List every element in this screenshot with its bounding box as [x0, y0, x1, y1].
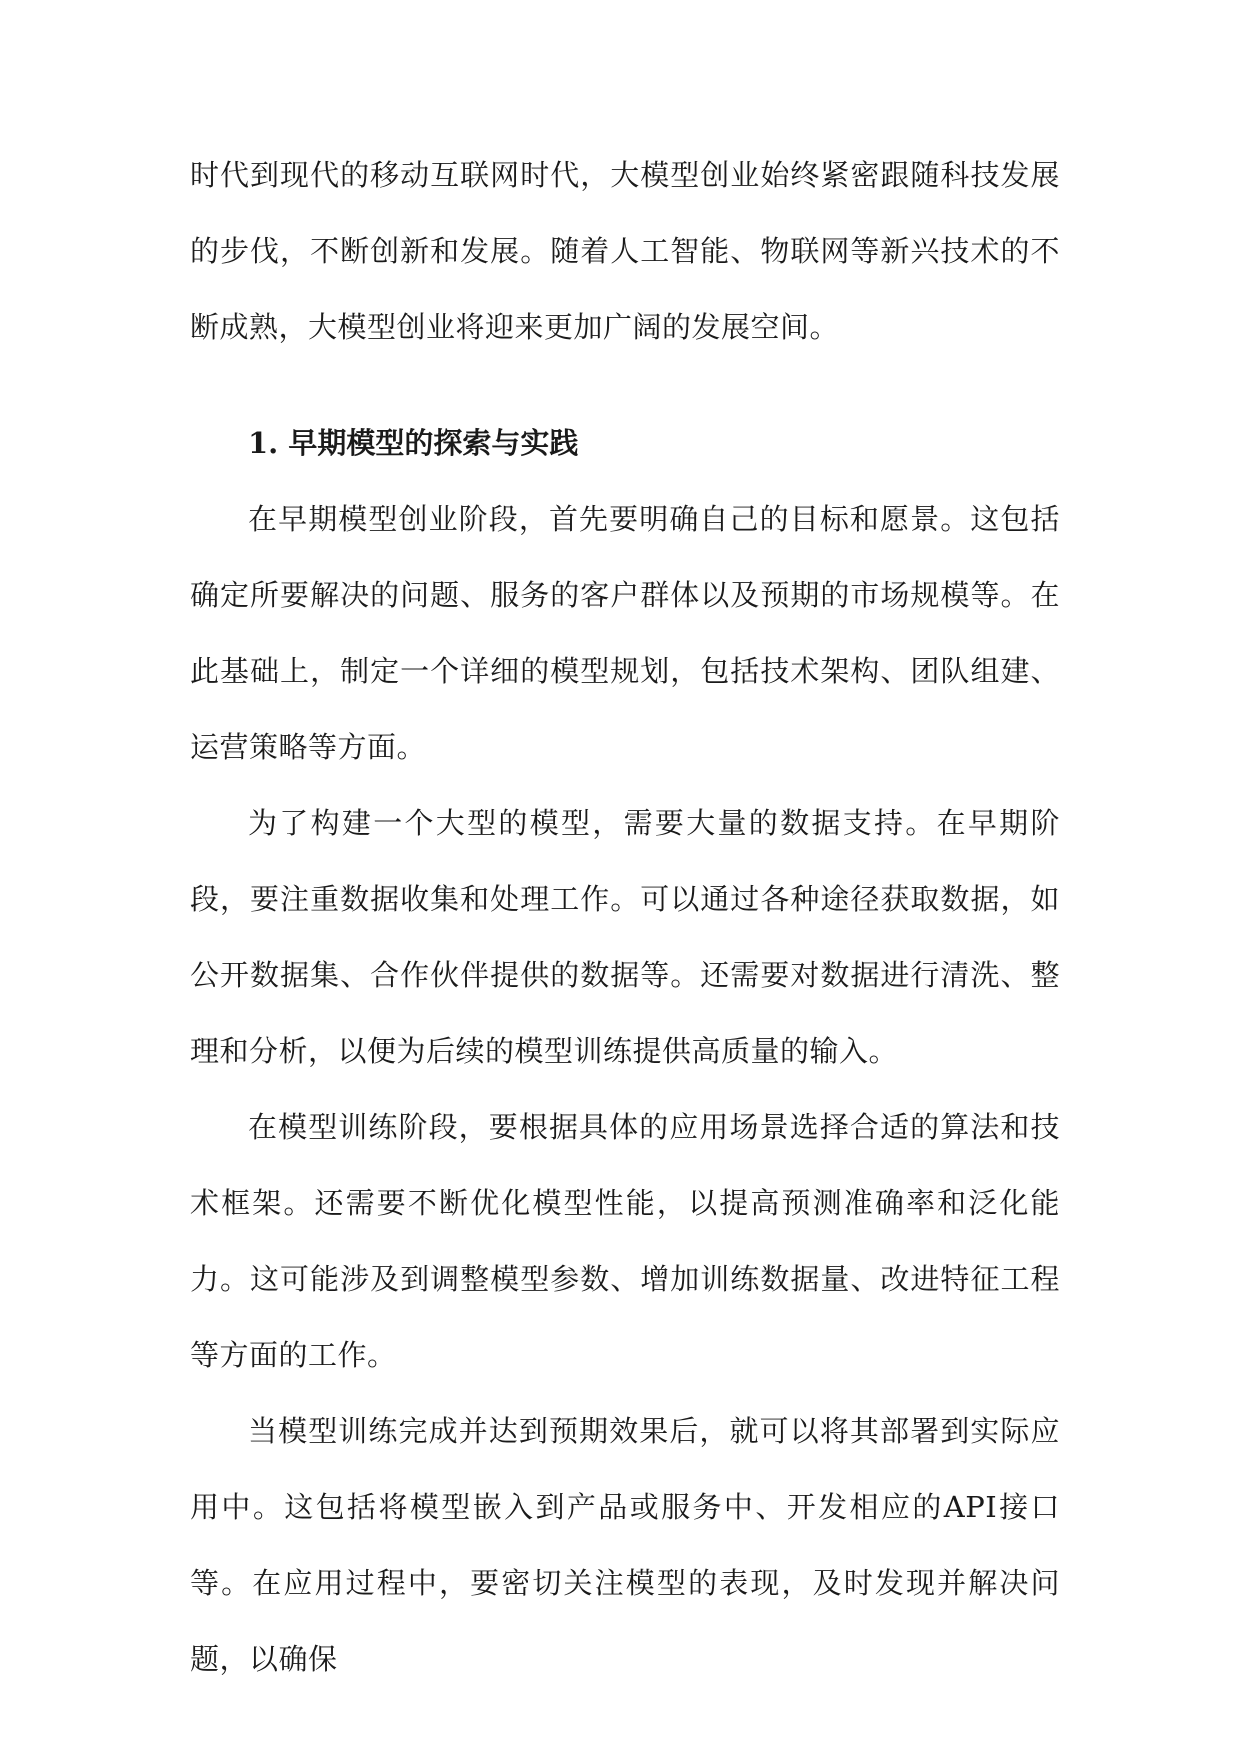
body-paragraph: 在模型训练阶段，要根据具体的应用场景选择合适的算法和技术框架。还需要不断优化模型性能，以提高预测准确率和泛化能力。这可能涉及到调整模型参数、增加训练数据量、改进特征工程等方面的工作。	[190, 1110, 1060, 1372]
spacer	[190, 365, 1060, 405]
section-heading: 1. 早期模型的探索与实践	[248, 426, 579, 460]
intro-paragraph: 时代到现代的移动互联网时代，大模型创业始终紧密跟随科技发展的步伐，不断创新和发展。随着人工智能、物联网等新兴技术的不断成熟，大模型创业将迎来更加广阔的发展空间。	[190, 158, 1060, 344]
body-paragraph: 为了构建一个大型的模型，需要大量的数据支持。在早期阶段，要注重数据收集和处理工作。可以通过各种途径获取数据，如公开数据集、合作伙伴提供的数据等。还需要对数据进行清洗、整理和分析，以便为后续的模型训练提供高质量的输入。	[190, 806, 1060, 1068]
document-page	[190, 137, 1060, 1697]
body-paragraph: 当模型训练完成并达到预期效果后，就可以将其部署到实际应用中。这包括将模型嵌入到产品或服务中、开发相应的API接口等。在应用过程中，要密切关注模型的表现，及时发现并解决问题，以确保	[190, 1414, 1060, 1676]
body-paragraph: 在早期模型创业阶段，首先要明确自己的目标和愿景。这包括确定所要解决的问题、服务的客户群体以及预期的市场规模等。在此基础上，制定一个详细的模型规划，包括技术架构、团队组建、运营策略等方面。	[190, 502, 1060, 764]
